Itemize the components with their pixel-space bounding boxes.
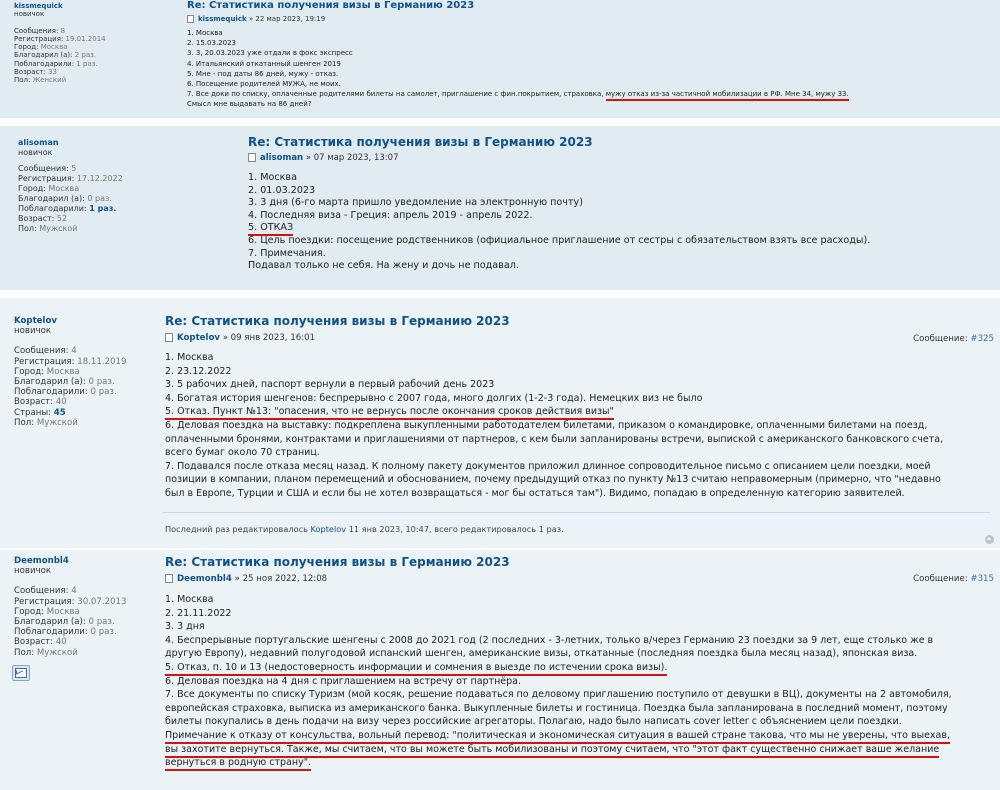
post-author-link[interactable]: Koptelov [177, 333, 220, 343]
post-title-link[interactable]: Re: Статистика получения визы в Германию 2023 [165, 555, 510, 569]
highlighted-text: вернуться в родную страну". [165, 757, 311, 771]
post-meta [187, 14, 849, 25]
post-line: другую Европу), недавний полугодовой испанский шенген, американские визы, откатанные (последняя поездка была месяц назад), японская виза. [165, 648, 918, 660]
post-line: 4. Итальянский откатанный шенген 2019 [187, 59, 341, 68]
user-stats: Сообщения: 8 Регистрация: 19.01.2014 Город: Москва Благодарил (а): 2 раз. Поблагодарили: 1 раз. Возраст: 33 Пол: Женский [14, 26, 106, 85]
post-line: 6. Деловая поездка на 4 дня с приглашением на встречу от партнёра. [165, 675, 522, 687]
post-line: 2. 15.03.2023 [187, 39, 236, 48]
post-line: 6. Посещение родителей МУЖА, не моих. [187, 80, 341, 89]
username-link[interactable]: alisoman [18, 138, 59, 147]
post-kissmequick [0, 0, 1000, 118]
post-line: 7. Подавался после отказа месяц назад. К полному пакету документов приложил длинное сопроводительное письмо с описанием цели поездки, моей [165, 460, 931, 472]
edit-notice: Последний раз редактировалось Koptelov 11 янв 2023, 10:47, всего редактировалось 1 раз. [165, 524, 564, 534]
highlighted-text: мужу отказ из-за частичной мобилизации в РФ. Мне 34, мужу 33. [606, 90, 849, 101]
username-link[interactable]: Koptelov [14, 316, 57, 326]
back-to-top-icon[interactable] [985, 535, 994, 544]
private-message-icon[interactable] [12, 665, 30, 681]
highlighted-text: 5. ОТКАЗ [248, 222, 293, 236]
post-line: 3. 3 дня (6-го марта пришло уведомление на электронную почту) [248, 197, 583, 209]
post-link-icon[interactable] [165, 574, 173, 583]
post-link-icon[interactable] [165, 333, 173, 342]
post-body [165, 351, 943, 501]
post-body [187, 28, 849, 110]
post-line: 2. 23.12.2022 [165, 365, 232, 377]
post-koptelov [0, 298, 1000, 548]
post-line: 3. 3 дня [165, 621, 205, 633]
post-line: позиции в компании, планом перемещений и обоснованием, почему предыдущий отказ по пункту №13 считаю неправомерным (примерно, что "недавно [165, 474, 941, 486]
post-date: » 07 мар 2023, 13:07 [305, 153, 399, 163]
post-line: билеты покупались в день подачи на визу через российские агрегаторы. Полагаю, надо было написать cover letter с объяснением цели поездки. [165, 716, 902, 728]
post-line: 4. Последняя виза - Греция: апрель 2019 - апрель 2022. [248, 209, 533, 221]
post-line: 7. Все доки по списку, оплаченные родителями билеты на самолет, приглашение с фин.покрытием, страховка, мужу отказ из-за частичной мобилизации в РФ. Мне 34, мужу 33. [187, 89, 849, 99]
user-stats: Сообщения: 4 Регистрация: 18.11.2019 Город: Москва Благодарил (а): 0 раз. Поблагодарили: 0 раз. Возраст: 40 Страны: 45 Пол: Мужской [14, 346, 127, 428]
post-line: 2. 21.11.2022 [165, 607, 232, 619]
post-meta [165, 331, 943, 345]
user-profile [14, 556, 126, 658]
highlighted-text: 5. Отказ, п. 10 и 13 (недостоверность информации и сомнения в выезде по истечении срока визы). [165, 662, 667, 676]
username-link[interactable]: Deemonbl4 [14, 556, 69, 566]
user-profile [14, 2, 106, 85]
post-line [165, 756, 952, 770]
post-line [165, 661, 952, 675]
post-number: Сообщение: #315 [913, 574, 994, 584]
post-line: 2. 01.03.2023 [248, 184, 316, 196]
user-rank: новичок [14, 10, 45, 19]
post-line: 7. Примечания. [248, 247, 326, 259]
highlighted-text: Примечание к отказу от консульства, вольный перевод: "политическая и экономическая ситуация в вашей стране такова, что мы не уверены, что выехав, [165, 730, 950, 744]
post-line [248, 222, 870, 235]
post-author-link[interactable]: kissmequick [198, 15, 247, 23]
post-number-link[interactable]: #325 [970, 334, 994, 344]
post-link-icon[interactable] [248, 153, 256, 162]
post-line: 3. 5 рабочих дней, паспорт вернули в первый рабочий день 2023 [165, 379, 495, 391]
post-meta [165, 572, 952, 586]
post-line: 6. Деловая поездка на выставку: подкреплена выкупленными работодателем билетами, приказом о командировке, оплаченными билетами на поезд, [165, 419, 928, 431]
post-number: Сообщение: #325 [913, 334, 994, 344]
highlighted-text: вы захотите вернуться. Также, мы считаем, что вы можете быть мобилизованы и поэтому считаем, что "этот факт существенно снижает ваше желание [165, 744, 939, 758]
post-line: 7. Все документы по списку Туризм (мой косяк, решение подаваться по деловому приглашению поступило от девушки в ВЦ), документы на 2 автомобиля, [165, 689, 952, 701]
user-stats: Сообщения: 5 Регистрация: 17.12.2022 Город: Москва Благодарил (а): 0 раз. Поблагодарили: 1 раз. Возраст: 52 Пол: Мужской [18, 164, 123, 233]
post-title-link[interactable]: Re: Статистика получения визы в Германию 2023 [248, 135, 593, 149]
post-line: 1. Москва [165, 594, 214, 605]
post-deemonbl4 [0, 550, 1000, 790]
post-line: был в Европе, Турции и США и если бы не хотел возвращаться - мог бы остаться там"). Видимо, попадаю в определенную категорию заявителей. [165, 487, 905, 499]
post-line: 3. 3, 20.03.2023 уже отдали в фокс экспресс [187, 49, 353, 58]
post-content [165, 314, 943, 501]
highlighted-text: 5. Отказ. Пункт №13: "опасения, что не вернусь после окончания сроков действия визы" [165, 406, 614, 420]
post-line: 1. Москва [248, 172, 297, 183]
post-line: Смысл мне выдавать на 86 дней? [187, 100, 312, 109]
post-line: Подавал только не себя. На жену и дочь не подавал. [248, 260, 519, 272]
post-line: 4. Беспрерывные португальские шенгены с 2008 до 2021 год (2 последних - 3-летних, только в/через Германию 23 поездки за 9 лет, еще столько же в [165, 634, 934, 646]
post-title-link[interactable]: Re: Статистика получения визы в Германию 2023 [165, 314, 510, 328]
username-link[interactable]: kissmequick [14, 2, 63, 10]
post-body [165, 593, 952, 770]
post-line: 1. Москва [187, 29, 223, 37]
post-line [165, 405, 943, 419]
user-rank: новичок [18, 148, 53, 157]
post-line [165, 729, 952, 743]
post-meta [248, 152, 870, 165]
post-date: » 22 мар 2023, 19:19 [248, 15, 326, 23]
post-content [165, 555, 952, 770]
post-line [165, 743, 952, 757]
post-line: 6. Цель поездки: посещение родственников (официальное приглашение от сестры с обязательством взять все расходы). [248, 234, 871, 246]
post-line: 5. Мне - под даты 86 дней, мужу - отказ. [187, 69, 339, 78]
post-body [248, 172, 870, 273]
divider [163, 512, 990, 513]
post-line: европейская страховка, выписка из американского банка. Выкупленные билеты и гостиница. Поездка была запланирована в последний момент, поэтому [165, 702, 948, 714]
post-line: 1. Москва [165, 352, 214, 363]
post-content [187, 0, 849, 110]
post-date: » 25 ноя 2022, 12:08 [234, 574, 328, 584]
user-profile [14, 316, 126, 428]
user-profile [18, 138, 123, 234]
post-line: всего бумаг около 70 страниц. [165, 447, 320, 459]
post-number-link[interactable]: #315 [970, 574, 994, 584]
post-author-link[interactable]: Deemonbl4 [177, 574, 232, 584]
post-alisoman [0, 126, 1000, 290]
post-line: оплаченными бронями, контрактами и приглашениями от партнеров, с кем были запланированы встречи, выпиской с американского банковского счета, [165, 433, 944, 445]
post-content [248, 135, 870, 273]
user-rank: новичок [14, 326, 52, 337]
post-line: 4. Богатая история шенгенов: беспрерывно с 2007 года, много долгих (1-2-3 года). Немецких виз не было [165, 392, 703, 404]
post-date: » 09 янв 2023, 16:01 [222, 333, 316, 343]
post-link-icon[interactable] [187, 15, 194, 23]
user-rank: новичок [14, 566, 52, 577]
user-stats: Сообщения: 4 Регистрация: 30.07.2013 Город: Москва Благодарил (а): 0 раз. Поблагодарили: 0 раз. Возраст: 40 Пол: Мужской [14, 586, 127, 658]
editor-link[interactable]: Koptelov [310, 524, 347, 534]
post-title-link[interactable]: Re: Статистика получения визы в Германию 2023 [187, 0, 475, 11]
post-author-link[interactable]: alisoman [260, 153, 304, 163]
